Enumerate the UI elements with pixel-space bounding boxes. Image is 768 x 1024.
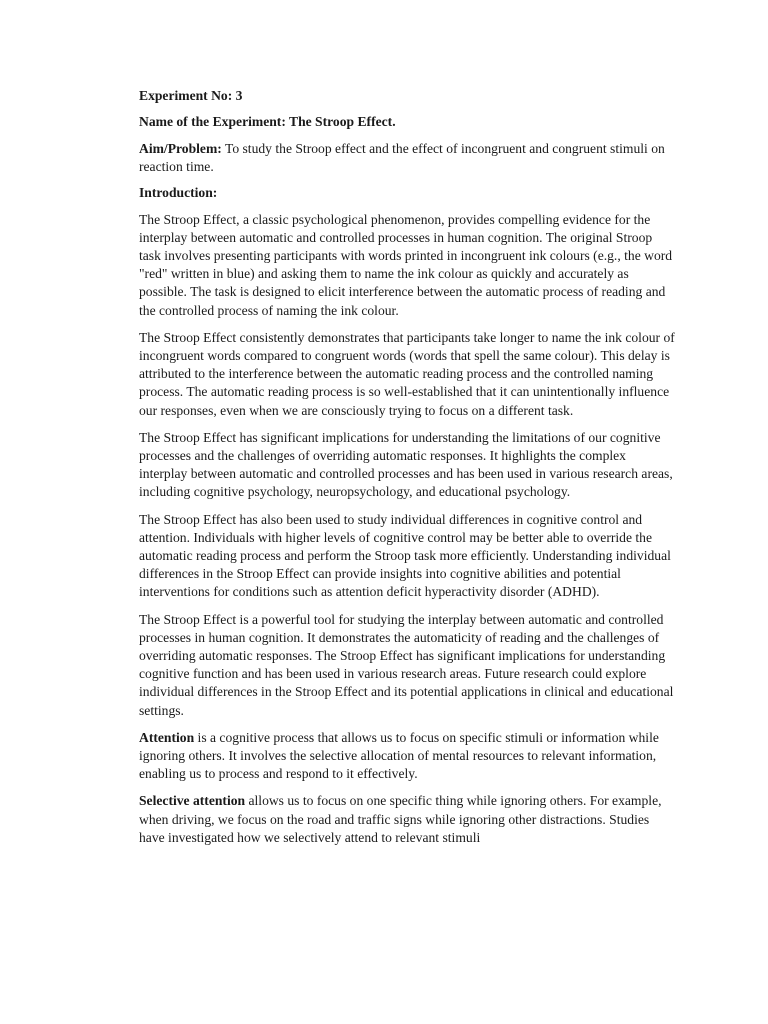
aim-label: Aim/Problem: [139, 140, 222, 156]
aim-paragraph [139, 140, 677, 176]
attention-term: Attention [139, 729, 195, 745]
intro-paragraph-3: The Stroop Effect has significant implications for understanding the limitations of our cognitive processes and the challenges of overriding automatic responses. It highlights the complex interplay between automatic and controlled processes and has been used in various research areas, including cognitive psychology, neuropsychology, and educational psychology. [139, 429, 673, 500]
introduction-heading: Introduction: [139, 185, 218, 201]
attention-paragraph [139, 729, 677, 784]
intro-paragraph-1: The Stroop Effect, a classic psychological phenomenon, provides compelling evidence for the interplay between automatic and controlled processes in human cognition. The original Stroop task involves presenting participants with words printed in incongruent ink colours (e.g., the word "red" written in blue) and asking them to name the ink colour as quickly and accurately as possible. The task is designed to elicit interference between the automatic process of reading and the controlled process of naming the ink colour. [139, 211, 673, 318]
document-body [139, 87, 677, 856]
selective-attention-term: Selective attention [139, 793, 246, 809]
selective-attention-text: allows us to focus on one specific thing while ignoring others. For example, when driving, we focus on the road and traffic signs while ignoring other distractions. Studies have investigated how we selectively attend to relevant stimuli [139, 793, 662, 845]
intro-paragraph-5: The Stroop Effect is a powerful tool for studying the interplay between automatic and controlled processes in human cognition. It demonstrates the automaticity of reading and the challenges of overriding automatic responses. The Stroop Effect has significant implications for understanding cognitive function and has been used in various research areas. Future research could explore individual differences in the Stroop Effect and its potential applications in clinical and educational settings. [139, 611, 674, 718]
intro-paragraph-4: The Stroop Effect has also been used to study individual differences in cognitive control and attention. Individuals with higher levels of cognitive control may be better able to override the automatic reading process and perform the Stroop task more efficiently. Understanding individual differences in the Stroop Effect can provide insights into cognitive abilities and potential interventions for conditions such as attention deficit hyperactivity disorder (ADHD). [139, 511, 671, 600]
intro-paragraph-2: The Stroop Effect consistently demonstrates that participants take longer to name the ink colour of incongruent words compared to congruent words (words that spell the same colour). This delay is attributed to the interference between the automatic reading process and the controlled naming process. The automatic reading process is so well-established that it can unintentionally influence our responses, even when we are consciously trying to focus on a different task. [139, 329, 675, 418]
selective-attention-paragraph [139, 792, 677, 847]
experiment-name: Name of the Experiment: The Stroop Effect. [139, 114, 396, 130]
experiment-number: Experiment No: 3 [139, 88, 243, 103]
aim-text: To study the Stroop effect and the effect of incongruent and congruent stimuli on reaction time. [139, 140, 665, 174]
attention-text: is a cognitive process that allows us to focus on specific stimuli or information while ignoring others. It involves the selective allocation of mental resources to relevant information, enabling us to process and respond to it effectively. [139, 729, 659, 782]
